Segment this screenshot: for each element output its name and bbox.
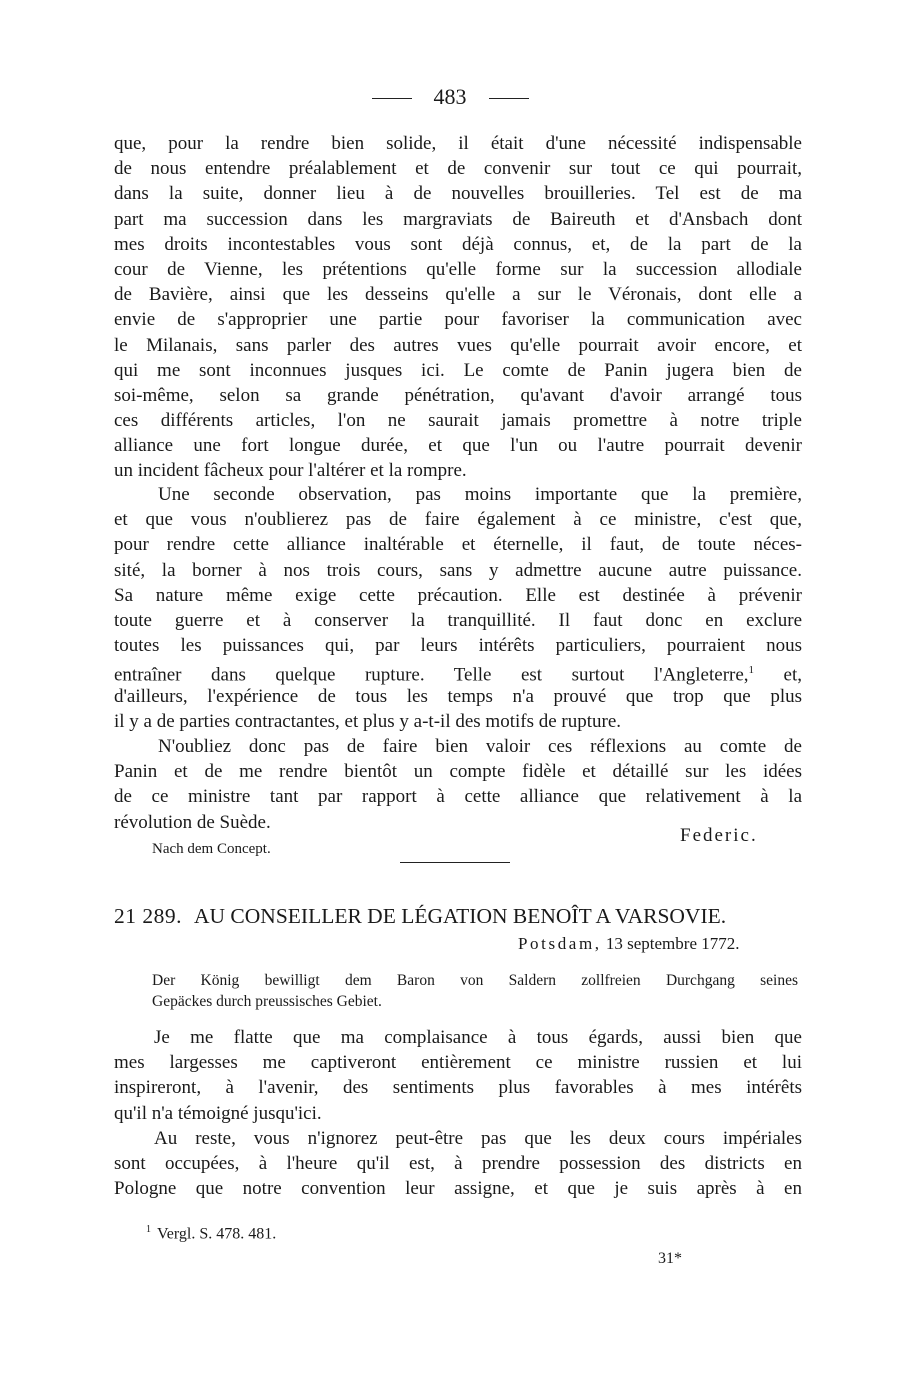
text-line-with-footnote	[114, 658, 802, 686]
document-number: 21 289.	[114, 904, 182, 928]
text-line-main: entraîner dans quelque rupture. Telle est surtout l'Angleterre,	[114, 664, 749, 686]
text-line: alliance une fort longue durée, et que l'un ou l'autre pourrait devenir	[114, 435, 802, 457]
text-line: Au reste, vous n'ignorez peut-être pas que les deux cours impériales	[154, 1127, 802, 1149]
text-line: soi-même, selon sa grande pénétration, qu'avant d'avoir arrangé tous	[114, 384, 802, 406]
text-line: Une seconde observation, pas moins importante que la première,	[158, 484, 802, 505]
paragraph-2	[114, 482, 802, 734]
text-line: mes droits incontestables vous sont déjà connus, et, de la part de la	[114, 233, 802, 255]
text-line: inspireront, à l'avenir, des sentiments plus favorables à mes intérêts	[114, 1077, 802, 1099]
text-line: toute guerre et à conserver la tranquillité. Il faut donc en exclure	[114, 609, 802, 631]
place-date	[518, 934, 739, 954]
text-line: dans la suite, donner lieu à de nouvelles brouilleries. Tel est de ma	[114, 183, 802, 205]
place: Potsdam,	[518, 934, 602, 953]
text-line: ces différents articles, l'on ne saurait jamais promettre à notre triple	[114, 410, 802, 432]
text-line: Panin et de me rendre bientôt un compte fidèle et détaillé sur les idées	[114, 761, 802, 783]
text-line: un incident fâcheux pour l'altérer et la rompre.	[114, 460, 467, 482]
text-line-tail: et,	[783, 664, 802, 686]
text-line: pour rendre cette alliance inaltérable et éternelle, il faut, de toute néces-	[114, 534, 802, 556]
text-line: révolution de Suède.	[114, 811, 271, 833]
sheet-signature: 31*	[658, 1250, 682, 1267]
text-line: toutes les puissances qui, par leurs intérêts particuliers, pourraient nous	[114, 635, 802, 657]
text-line: de Bavière, ainsi que les desseins qu'elle a sur le Véronais, dont elle a	[114, 284, 802, 306]
text-line: mes largesses me captiveront entièrement ce ministre russien et lui	[114, 1052, 802, 1074]
text-line: et que vous n'oublierez pas de faire également à ce ministre, c'est que,	[114, 509, 802, 531]
footnote	[146, 1224, 276, 1243]
text-line: Pologne que notre convention leur assigne, et que je suis après à en	[114, 1178, 802, 1200]
text-line: Sa nature même exige cette précaution. Elle est destinée à prévenir	[114, 584, 802, 606]
text-line: il y a de parties contractantes, et plus y a-t-il des motifs de rupture.	[114, 710, 622, 732]
text-line: d'ailleurs, l'expérience de tous les temps n'a prouvé que trop que plus	[114, 685, 802, 707]
signature: Federic.	[680, 825, 758, 846]
text-line: envie de s'approprier une partie pour favoriser la communication avec	[114, 309, 802, 331]
text-line: sité, la borner à nos trois cours, sans y admettre aucune autre puissance.	[114, 559, 802, 581]
footnote-marker: 1	[146, 1224, 151, 1235]
letter-body	[114, 1025, 802, 1201]
summary-line: Gepäckes durch preussisches Gebiet.	[152, 993, 382, 1010]
header-rule-right	[489, 98, 529, 99]
text-line: de ce ministre tant par rapport à cette alliance que relativement à la	[114, 786, 802, 808]
header-rule-left	[372, 98, 412, 99]
section-divider	[400, 862, 510, 863]
text-line: part ma succession dans les margraviats de Baireuth et d'Ansbach dont	[114, 208, 802, 230]
source-note: Nach dem Concept.	[152, 841, 271, 857]
page-number: 483	[433, 84, 467, 109]
text-line: Je me flatte que ma complaisance à tous égards, aussi bien que	[154, 1027, 802, 1048]
text-line: sont occupées, à l'heure qu'il est, à prendre possession des districts en	[114, 1152, 802, 1174]
document-title: AU CONSEILLER DE LÉGATION BENOÎT A VARSOVIE.	[194, 904, 727, 928]
text-line: qu'il n'a témoigné jusqu'ici.	[114, 1102, 322, 1124]
date: 13 septembre 1772.	[605, 934, 740, 953]
page-header	[0, 84, 900, 110]
summary-line: Der König bewilligt dem Baron von Saldern zollfreien Durchgang seines	[152, 972, 798, 989]
text-line: de nous entendre préalablement et de convenir sur tout ce qui pourrait,	[114, 158, 802, 180]
document-summary	[152, 970, 798, 1012]
text-line: cour de Vienne, les prétentions qu'elle forme sur la succession allodiale	[114, 258, 802, 280]
footnote-ref: 1	[748, 664, 755, 677]
footnote-text: Vergl. S. 478. 481.	[157, 1225, 277, 1243]
paragraph-1	[114, 131, 802, 484]
text-line: le Milanais, sans parler des autres vues qu'elle pourrait avoir encore, et	[114, 334, 802, 356]
paragraph-3	[114, 734, 802, 835]
text-line: qui me sont inconnues jusques ici. Le comte de Panin jugera bien de	[114, 359, 802, 381]
document-heading	[114, 904, 802, 929]
text-line: que, pour la rendre bien solide, il était d'une nécessité indispensable	[114, 133, 802, 154]
text-line: N'oubliez donc pas de faire bien valoir ces réflexions au comte de	[158, 736, 802, 757]
